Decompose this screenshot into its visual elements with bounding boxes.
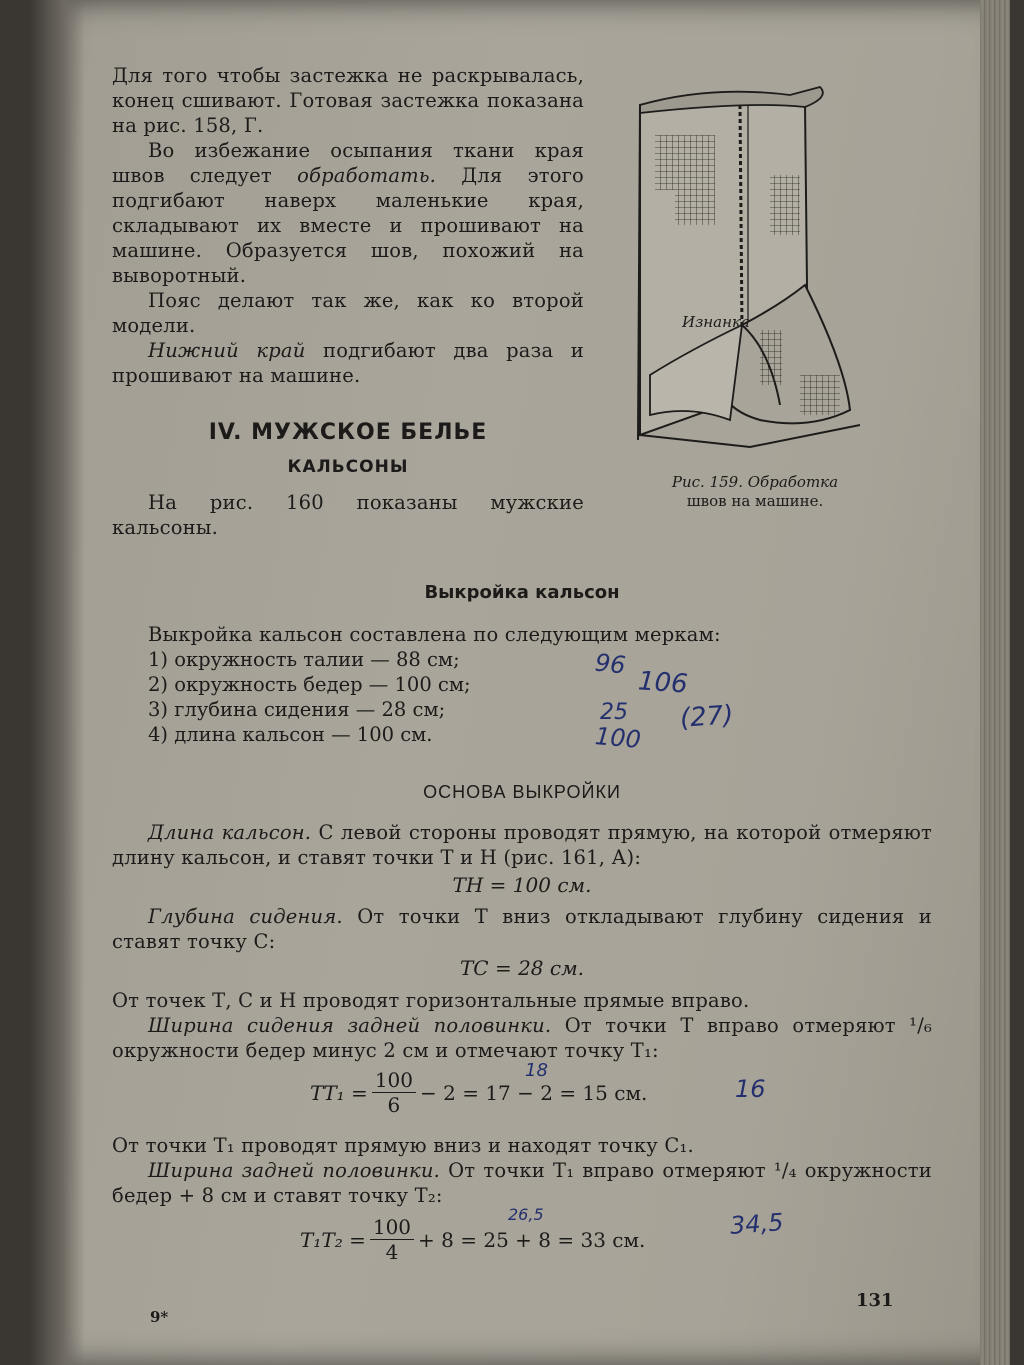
step-seat-width-text: От точки Т вправо отмеряют ¹/₆ окружности бедер минус 2 см и отмечают точку Т₁:: [112, 1014, 932, 1062]
handwritten-length: 100: [593, 722, 642, 754]
measures-intro: Выкройка кальсон составлена по следующим меркам:: [148, 623, 721, 646]
step-back-width: [112, 1158, 932, 1208]
formula-t1t2-left: Т₁Т₂ =: [300, 1227, 366, 1252]
paragraph-belt: Пояс делают так же, как ко второй модели.: [112, 289, 584, 337]
paragraph-edges: [112, 138, 584, 288]
formula-tt1: [310, 1068, 647, 1117]
step-horizontal: От точек Т, С и Н проводят горизонтальные прямые вправо.: [112, 989, 750, 1012]
formula-t1t2-right: + 8 = 25 + 8 = 33 см.: [418, 1227, 646, 1252]
page-edges: [980, 0, 1010, 1365]
step-length-title: Длина кальсон.: [148, 821, 312, 844]
base-heading: ОСНОВА ВЫКРОЙКИ: [423, 782, 621, 802]
measure-item: 3) глубина сидения — 28 см;: [148, 698, 446, 721]
figure-caption: [635, 473, 875, 511]
formula-tt1-right: − 2 = 17 − 2 = 15 см.: [420, 1080, 648, 1105]
intro-paragraph: На рис. 160 показаны мужские кальсоны.: [112, 491, 584, 539]
pattern-heading: Выкройка кальсон: [424, 582, 620, 603]
section-title: IV. МУЖСКОЕ БЕЛЬЕ: [208, 420, 488, 445]
book-page: [30, 0, 1010, 1365]
formula-t1t2: [300, 1215, 645, 1264]
formula-tt1-denominator: 6: [387, 1093, 401, 1117]
figure-159-illustration: [630, 75, 870, 460]
figure-caption-line1: Рис. 159. Обработка: [671, 473, 839, 491]
paragraph-edges-rest: Для этого подгибают наверх маленькие края, складывают их вместе и прошивают на машине. Образуется шов, похожий на выворотный.: [112, 164, 584, 287]
step-length: [112, 820, 932, 870]
page-spine-shadow: [30, 0, 85, 1365]
paragraph-hem: [112, 338, 584, 388]
step-back-width-text: От точки Т₁ вправо отмеряют ¹/₄ окружности бедер + 8 см и ставят точку Т₂:: [112, 1159, 932, 1207]
step-seat-width: [112, 1013, 932, 1063]
equation-tc: ТС = 28 см.: [459, 956, 585, 980]
formula-tt1-numerator: 100: [372, 1068, 416, 1093]
step-seat-depth: [112, 904, 932, 954]
formula-t1t2-denominator: 4: [385, 1240, 399, 1264]
formula-t1t2-fraction: [370, 1215, 414, 1264]
step-seat-depth-text: От точки Т вниз откладывают глубину сидения и ставят точку С:: [112, 905, 932, 953]
step-seat-width-title: Ширина сидения задней половинки.: [148, 1014, 552, 1037]
handwritten-correction-25: 26,5: [508, 1205, 544, 1224]
measures-list: [148, 647, 471, 747]
figure-caption-line2: швов на машине.: [686, 492, 824, 510]
handwritten-seat-alt: (27): [679, 700, 735, 734]
measure-item: 2) окружность бедер — 100 см;: [148, 673, 471, 696]
signature-mark: 9*: [150, 1308, 169, 1326]
subsection-title: КАЛЬСОНЫ: [287, 457, 409, 477]
paragraph-hem-italic: Нижний край: [148, 339, 306, 362]
paragraph-edges-text: Во избежание осыпания ткани края швов следует: [112, 139, 584, 187]
handwritten-correction-17: 18: [525, 1060, 548, 1081]
handwritten-waist: 96: [593, 648, 627, 680]
formula-tt1-left: ТТ₁ =: [310, 1080, 368, 1105]
step-length-text: С левой стороны проводят прямую, на которой отмеряют длину кальсон, и ставят точки Т и Н (рис. 161, А):: [112, 821, 932, 869]
step-seat-depth-title: Глубина сидения.: [148, 905, 343, 928]
paragraph-clasp: Для того чтобы застежка не раскрывалась, конец сшивают. Готовая застежка показана на рис. 158, Г.: [112, 64, 584, 137]
paragraph-edges-italic: обработать.: [297, 164, 437, 187]
paragraph-hem-text: подгибают два раза и прошивают на машине.: [112, 339, 584, 387]
step-point-c1: От точки Т₁ проводят прямую вниз и находят точку С₁.: [112, 1134, 694, 1157]
handwritten-seat: 25: [600, 700, 628, 725]
equation-th: ТН = 100 см.: [452, 873, 592, 897]
handwritten-result-16: 16: [735, 1075, 766, 1103]
formula-tt1-fraction: [372, 1068, 416, 1117]
page-number: 131: [856, 1290, 894, 1311]
handwritten-hips: 106: [637, 666, 689, 700]
measure-item: 4) длина кальсон — 100 см.: [148, 723, 433, 746]
step-back-width-title: Ширина задней половинки.: [148, 1159, 441, 1182]
formula-t1t2-numerator: 100: [370, 1215, 414, 1240]
handwritten-result-34: 34,5: [729, 1208, 785, 1240]
measure-item: 1) окружность талии — 88 см;: [148, 648, 460, 671]
figure-label-reverse: Изнанка: [682, 313, 750, 331]
